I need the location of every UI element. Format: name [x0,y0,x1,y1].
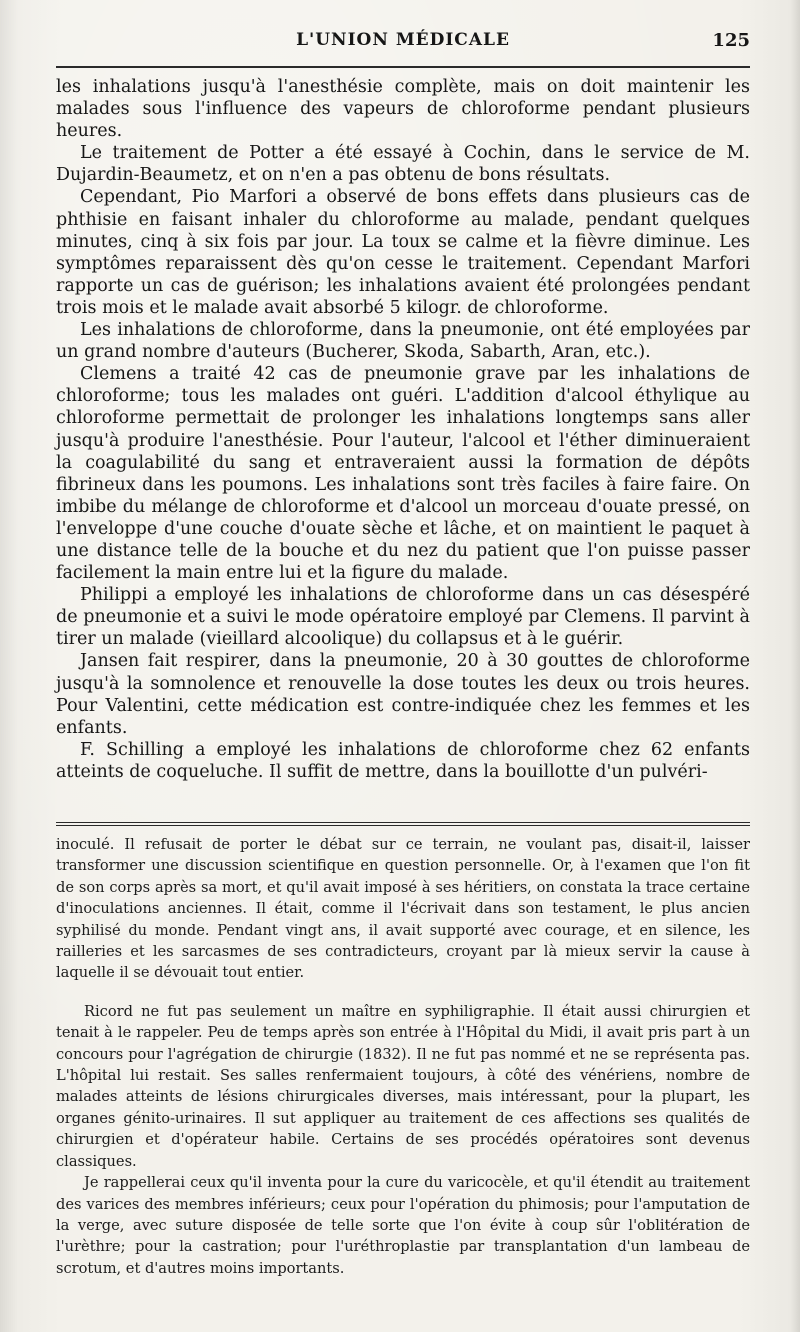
footnote-paragraph: Je rappellerai ceux qu'il inventa pour la cure du varicocèle, et qu'il étendit au traitement des varices des membres inférieurs; ceux pour l'opération du phimosis; pour l'amputation de la verge, avec suture disposée de telle sorte que l'on évite à coup sûr l'oblitération de l'urèthre; pour la castration; pour l'uréthroplastie par transplantation d'un lambeau de scrotum, et d'autres moins importants. [56,1174,750,1277]
running-title: L'UNION MÉDICALE [296,30,510,50]
footnotes [56,834,750,1279]
footnote-paragraph: Ricord ne fut pas seulement un maître en syphiligraphie. Il était aussi chirurgien et tenait à le rappeler. Peu de temps après son entrée à l'Hôpital du Midi, il avait pris part à un concours pour l'agrégation de chirurgie (1832). Il ne fut pas nommé et ne se représenta pas. L'hôpital lui restait. Ses salles renfermaient toujours, à côté des vénériens, nombre de malades atteints de lésions chirurgicales diverses, mais intéressant, pour la plupart, les organes génito-urinaires. Il sut appliquer au traitement de ces affections ses qualités de chirurgien et d'opérateur habile. Certains de ses procédés opératoires sont devenus classiques. [56,1002,750,1170]
paragraph: F. Schilling a employé les inhalations de chloroforme chez 62 enfants atteints de coqueluche. Il suffit de mettre, dans la bouillotte d'un pulvéri- [56,739,750,782]
main-text [56,76,750,783]
footnote-paragraph: inoculé. Il refusait de porter le débat sur ce terrain, ne voulant pas, disait-il, laisser transformer une discussion scientifique en question personnelle. Or, à l'examen que l'on fit de son corps après sa mort, et qu'il avait imposé à ses héritiers, on constata la trace certaine d'inoculations anciennes. Il était, comme il l'écrivait dans son testament, le plus ancien syphilisé du monde. Pendant vingt ans, il avait supporté avec courage, et en silence, les railleries et les sarcasmes de ses contradicteurs, croyant par là mieux servir la cause à laquelle il se dévouait tout entier. [56,836,750,982]
paragraph: Philippi a employé les inhalations de chloroforme dans un cas désespéré de pneumonie et a suivi le mode opératoire employé par Clemens. Il parvint à tirer un malade (vieillard alcoolique) du collapsus et à le guérir. [56,585,750,650]
page-number: 125 [712,30,750,51]
header-rule [56,66,750,68]
paragraph: Jansen fait respirer, dans la pneumonie, 20 à 30 gouttes de chloroforme jusqu'à la somnolence et renouvelle la dose toutes les deux ou trois heures. Pour Valentini, cette médication est contre-indiquée chez les femmes et les enfants. [56,651,750,738]
paragraph: Clemens a traité 42 cas de pneumonie grave par les inhalations de chloroforme; tous les malades ont guéri. L'addition d'alcool éthylique au chloroforme permettait de prolonger les inhalations longtemps sans aller jusqu'à produire l'anesthésie. Pour l'auteur, l'alcool et l'éther diminueraient la coagulabilité du sang et entraveraient aussi la formation de dépôts fibrineux dans les poumons. Les inhalations sont très faciles à faire faire. On imbibe du mélange de chloroforme et d'alcool un morceau d'ouate pressé, on l'enveloppe d'une couche d'ouate sèche et lâche, et on maintient le paquet à une distance telle de la bouche et du nez du patient que l'on puisse passer facilement la main entre lui et la figure du malade. [56,364,750,584]
paragraph: Cependant, Pio Marfori a observé de bons effets dans plusieurs cas de phthisie en faisant inhaler du chloroforme au malade, pendant quelques minutes, cinq à six fois par jour. La toux se calme et la fièvre diminue. Les symptômes reparaissent dès qu'on cesse le traitement. Cependant Marfori rapporte un cas de guérison; les inhalations avaient été prolongées pendant trois mois et le malade avait absorbé 5 kilogr. de chloroforme. [56,187,750,318]
paragraph: Les inhalations de chloroforme, dans la pneumonie, ont été employées par un grand nombre d'auteurs (Bucherer, Skoda, Sabarth, Aran, etc.). [56,320,750,363]
footnote-separator [56,822,750,826]
paragraph: Le traitement de Potter a été essayé à Cochin, dans le service de M. Dujardin-Beaumetz, et on n'en a pas obtenu de bons résultats. [56,143,750,186]
paragraph: les inhalations jusqu'à l'anesthésie complète, mais on doit maintenir les malades sous l'influence des vapeurs de chloroforme pendant plusieurs heures. [56,77,750,142]
page-header [56,30,750,60]
